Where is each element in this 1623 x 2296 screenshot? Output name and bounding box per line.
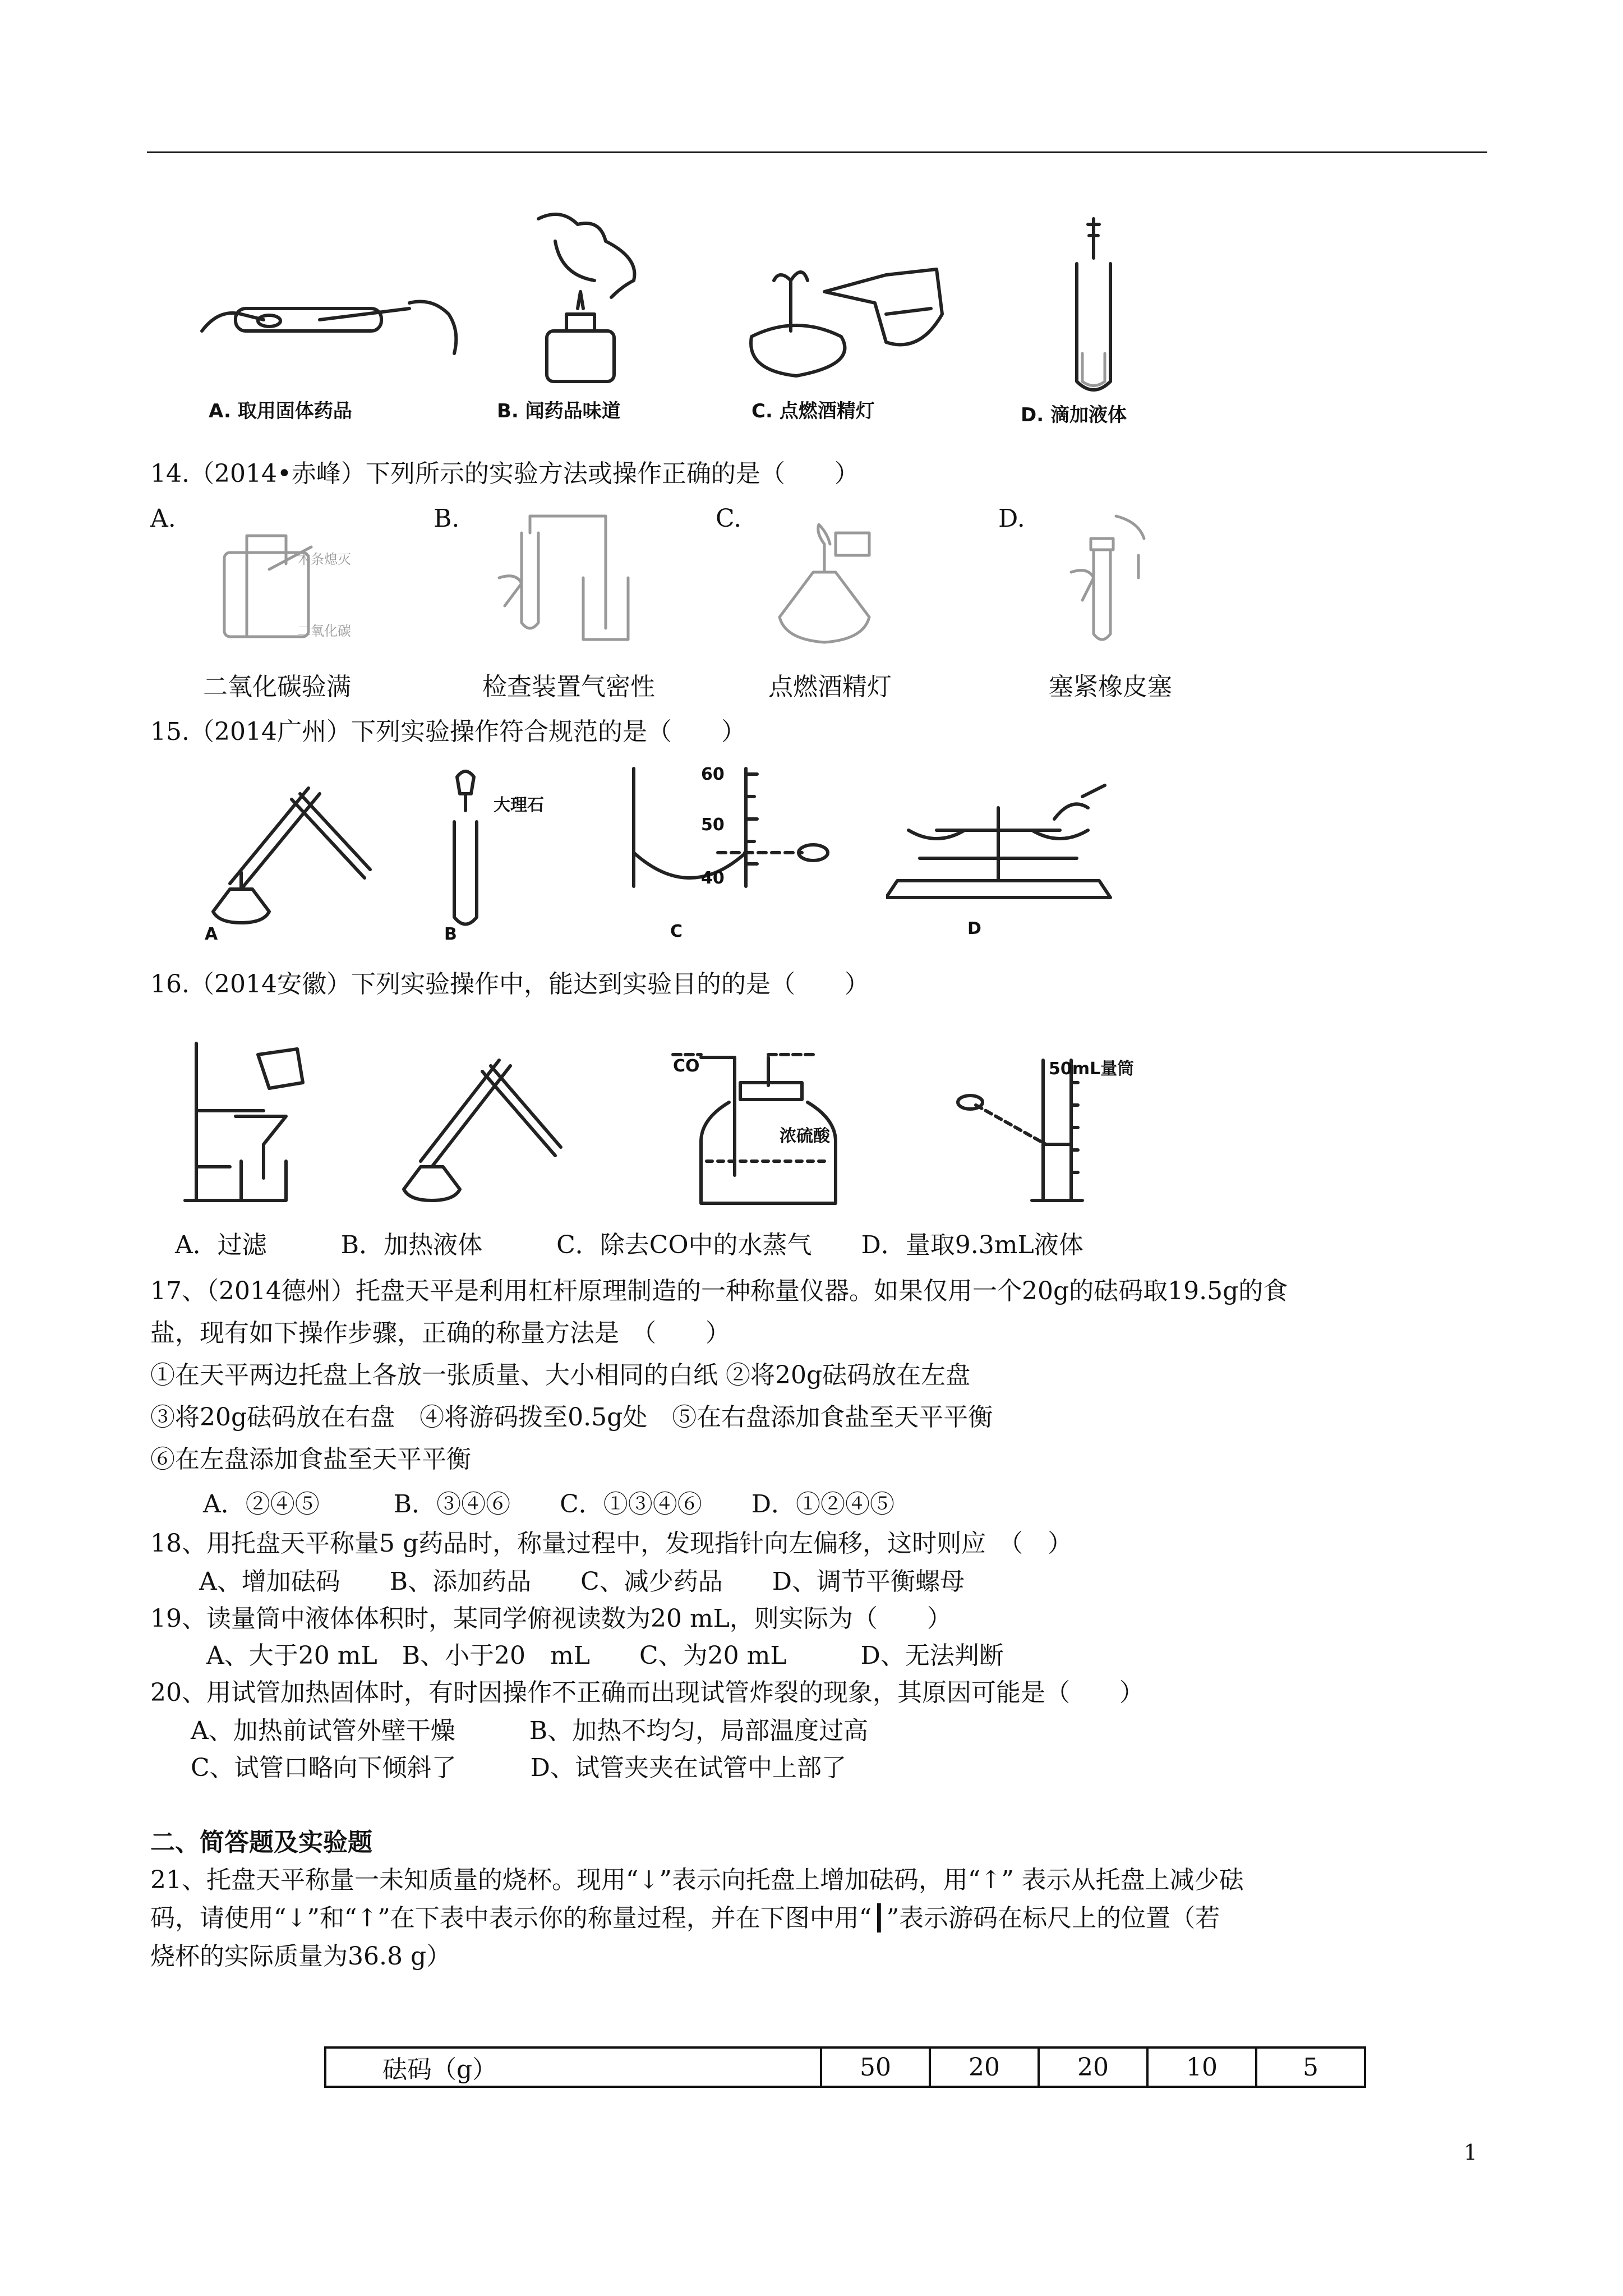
- q15-figure-c: [617, 757, 875, 942]
- q17-line5: ⑥在左盘添加食盐至天平平衡: [150, 1445, 471, 1474]
- q13-caption-a: A. 取用固体药品: [209, 400, 352, 422]
- q14-figure-a: [213, 513, 370, 642]
- q13-figure-b: [527, 208, 673, 387]
- q17-line3: ①在天平两边托盘上各放一张质量、大小相同的白纸 ②将20g砝码放在左盘: [150, 1361, 971, 1389]
- q20-option-row1: A、加热前试管外壁干燥 B、加热不均匀，局部温度过高: [191, 1717, 869, 1745]
- q17-line4: ③将20g砝码放在右盘 ④将游码拨至0.5g处 ⑤在右盘添加食盐至天平平衡: [150, 1403, 993, 1432]
- q16-figure-d: [948, 1049, 1183, 1217]
- q15-label-40: 40: [701, 868, 725, 888]
- q14-caption-b: 检查装置气密性: [482, 673, 655, 701]
- q18-stem: 18、用托盘天平称量5 g药品时，称量过程中，发现指针向左偏移，这时则应 （ ）: [150, 1529, 1073, 1558]
- q17-line2: 盐，现有如下操作步骤，正确的称量方法是 （ ）: [150, 1319, 730, 1347]
- q16-label-co: CO: [673, 1056, 700, 1076]
- q15-label-c: C: [670, 922, 683, 941]
- table-header-cell: 砝码（g）: [325, 2047, 821, 2087]
- q16-captions: A．过滤 B．加热液体 C．除去CO中的水蒸气 D．量取9.3mL液体: [175, 1231, 1083, 1259]
- q21-line1: 21、托盘天平称量一未知质量的烧杯。现用“↓”表示向托盘上增加砝码，用“↑” 表示从托盘上减少砝: [150, 1866, 1244, 1894]
- q21-line3: 烧杯的实际质量为36.8 g）: [150, 1942, 451, 1971]
- q14-stem: 14.（2014•赤峰）下列所示的实验方法或操作正确的是（ ）: [150, 459, 859, 488]
- q14-caption-a: 二氧化碳验满: [203, 673, 351, 701]
- q15-figure-d: [886, 763, 1122, 942]
- q16-label-cylinder: 50mL量筒: [1049, 1059, 1135, 1079]
- q13-figure-d: [1060, 213, 1127, 404]
- q16-stem: 16.（2014安徽）下列实验操作中，能达到实验目的的是（ ）: [150, 970, 869, 999]
- q16-label-h2so4: 浓硫酸: [780, 1126, 830, 1146]
- q15-label-60: 60: [701, 765, 725, 784]
- q14-caption-d: 塞紧橡皮塞: [1049, 673, 1172, 701]
- q16-figure-a: [174, 1032, 342, 1212]
- q15-label-b: B: [444, 924, 457, 944]
- q16-figure-c: [667, 1041, 869, 1209]
- q15-figure-a: [185, 754, 376, 945]
- q14-option-d: D.: [998, 504, 1025, 533]
- table-row: [325, 2047, 1365, 2087]
- section2-title: 二、简答题及实验题: [150, 1828, 372, 1857]
- q19-stem: 19、读量筒中液体体积时，某同学俯视读数为20 mL，则实际为（ ）: [150, 1604, 952, 1633]
- header-rule: [147, 151, 1487, 153]
- weight-cell-5: 5: [1256, 2047, 1365, 2087]
- q19-options: A、大于20 mL B、小于20 mL C、为20 mL D、无法判断: [206, 1641, 1004, 1670]
- q14-label-co2: 二氧化碳: [297, 623, 351, 639]
- q14-figure-b: [482, 505, 639, 651]
- q18-options: A、增加砝码 B、添加药品 C、减少药品 D、调节平衡螺母: [199, 1567, 965, 1596]
- q15-label-d: D: [967, 919, 981, 938]
- weight-cell-50: 50: [821, 2047, 930, 2087]
- q15-label-a: A: [205, 924, 218, 944]
- q14-figure-c: [763, 516, 886, 651]
- q20-option-row2: C、试管口略向下倾斜了 D、试管夹夹在试管中上部了: [191, 1754, 846, 1782]
- weight-cell-10: 10: [1147, 2047, 1256, 2087]
- q15-label-50: 50: [701, 815, 725, 835]
- q14-label-stick-out: 木条熄灭: [297, 551, 351, 567]
- q15-label-marble: 大理石: [494, 795, 544, 815]
- q13-figure-a: [196, 269, 477, 381]
- weight-cell-20a: 20: [930, 2047, 1039, 2087]
- q17-line1: 17、（2014德州）托盘天平是利用杠杆原理制造的一种称量仪器。如果仅用一个20g的砝码取19.5g的食: [150, 1277, 1288, 1305]
- q13-caption-b: B. 闻药品味道: [497, 400, 621, 422]
- q20-stem: 20、用试管加热固体时，有时因操作不正确而出现试管炸裂的现象，其原因可能是（ ）: [150, 1678, 1144, 1707]
- page-number: 1: [1464, 2140, 1478, 2165]
- q14-caption-c: 点燃酒精灯: [768, 673, 892, 701]
- q16-figure-b: [387, 1027, 578, 1212]
- q14-option-b: B.: [434, 504, 460, 533]
- q21-line2: 码，请使用“↓”和“↑”在下表中表示你的称量过程，并在下图中用“┃”表示游码在标尺上的位置（若: [150, 1904, 1220, 1932]
- weights-table: [324, 2046, 1366, 2088]
- q17-options: A．②④⑤ B．③④⑥ C．①③④⑥ D．①②④⑤: [203, 1490, 895, 1519]
- q15-stem: 15.（2014广州）下列实验操作符合规范的是（ ）: [150, 717, 746, 746]
- q14-option-c: C.: [716, 504, 742, 533]
- q14-figure-d: [1060, 505, 1172, 651]
- q15-figure-b: [426, 754, 572, 945]
- weight-cell-20b: 20: [1039, 2047, 1147, 2087]
- q13-figure-c: [740, 247, 953, 393]
- q14-option-a: A.: [150, 504, 176, 533]
- q13-caption-d: D. 滴加液体: [1021, 404, 1127, 426]
- q13-caption-c: C. 点燃酒精灯: [751, 400, 875, 422]
